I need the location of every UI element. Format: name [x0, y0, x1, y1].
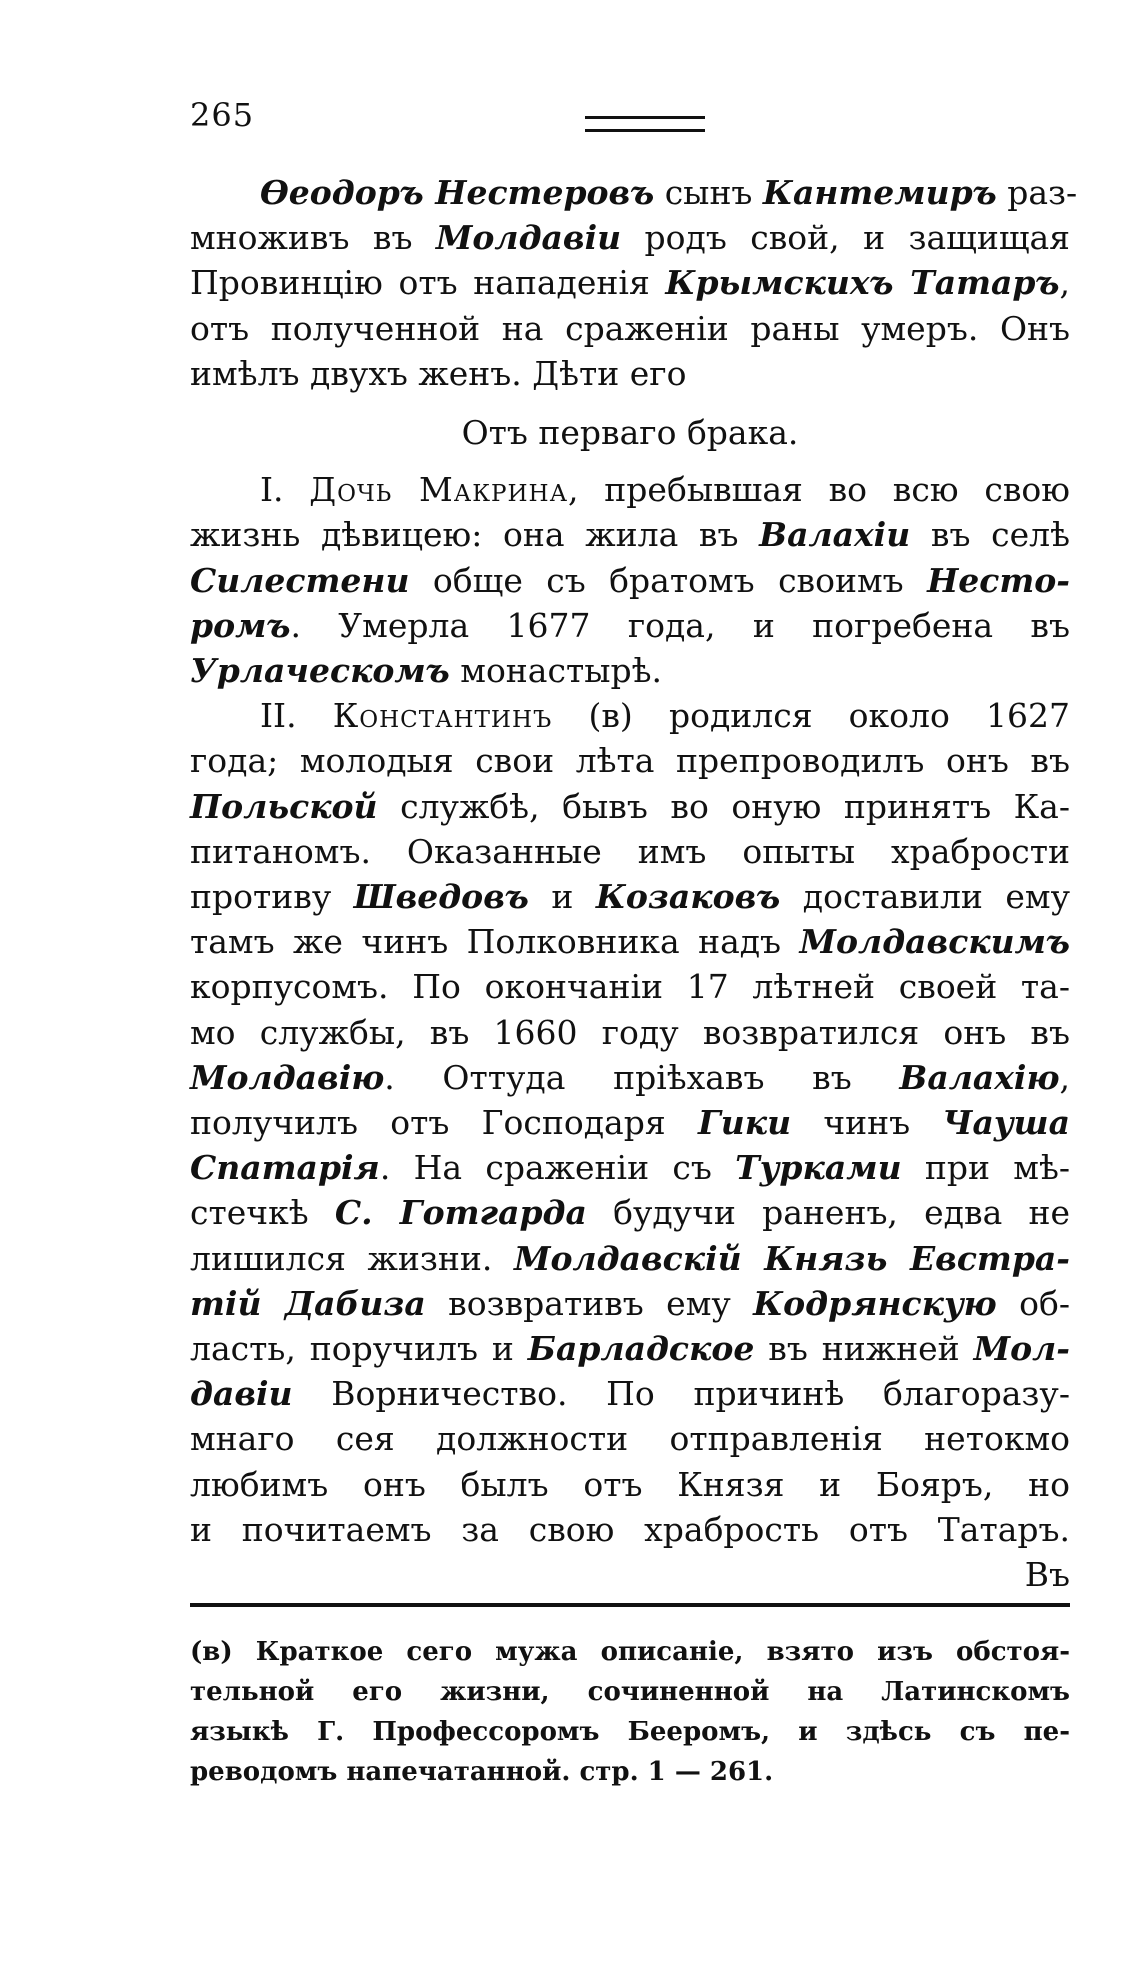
text-run: отъ полученной на сраженіи раны умеръ. Онъ [190, 308, 1070, 348]
text-line [190, 1145, 1070, 1190]
italic-name: Валахіи [759, 515, 911, 555]
text-line [190, 1507, 1070, 1552]
text-line [190, 467, 1070, 512]
text-run: мнаго сея должности отправленія нетокмо [190, 1419, 1070, 1459]
text-run: будучи раненъ, едва не [586, 1193, 1070, 1233]
text-run: и почитаемъ за свою храбрость отъ Татаръ. [190, 1509, 1070, 1549]
text-run: , [1059, 1057, 1070, 1097]
text-run: . На сраженіи съ [379, 1148, 736, 1188]
text-run: I. [260, 470, 310, 510]
italic-name: Польской [190, 786, 378, 826]
italic-name: Козаковъ [595, 877, 781, 917]
person-name: Константинъ [332, 696, 553, 736]
text-line [190, 1100, 1070, 1145]
text-line [190, 1010, 1070, 1055]
text-run: Провинцію отъ нападенія [190, 263, 666, 303]
catchword: Въ [1024, 1555, 1070, 1595]
text-run: любимъ онъ былъ отъ Князя и Бояръ, но [190, 1464, 1070, 1504]
text-run: . Умерла 1677 года, и погребена въ [290, 605, 1070, 645]
text-run: сынъ [654, 173, 763, 212]
text-run: года; молодыя свои лѣта препроводилъ онъ въ [190, 741, 1070, 781]
text-line [190, 1190, 1070, 1235]
italic-name: С. Готгарда [334, 1193, 587, 1233]
italic-name: Молдавіи [435, 218, 622, 258]
italic-name: Чауша [942, 1103, 1070, 1143]
footnote-line: языкѣ Г. Профессоромъ Бееромъ, и здѣсь съ пе- [190, 1717, 1070, 1747]
text-run: противу [190, 877, 354, 917]
text-run: ласть, поручилъ и [190, 1329, 528, 1369]
text-line [190, 1462, 1070, 1507]
text-line [190, 919, 1070, 964]
italic-name: Молдавскій Князь Евстра- [513, 1238, 1070, 1278]
italic-name: Шведовъ [353, 877, 529, 917]
main-text [190, 170, 1078, 1597]
footnote-line: реводомъ напечатанной. стр. 1 — 261. [190, 1757, 774, 1787]
italic-name: Ѳеодоръ Нестеровъ [260, 173, 655, 212]
text-line [190, 693, 1070, 738]
text-line [190, 1371, 1070, 1416]
text-run: корпусомъ. По окончаніи 17 лѣтней своей та- [190, 967, 1070, 1007]
text-run: возвративъ ему [425, 1283, 754, 1323]
italic-name: Гики [697, 1103, 792, 1143]
footnote [190, 1632, 1070, 1792]
italic-name: Мол- [973, 1329, 1070, 1369]
text-run: множивъ въ [190, 218, 436, 258]
text-run: жизнь дѣвицею: она жила въ [190, 515, 760, 555]
header-double-rule [585, 116, 705, 132]
text-run: лишился жизни. [190, 1238, 514, 1278]
footnote-line: тельной его жизни, сочиненной на Латинскомъ [190, 1677, 1070, 1707]
text-line [190, 260, 1070, 305]
text-run: обще съ братомъ своимъ [409, 560, 928, 600]
text-run: чинъ [791, 1103, 943, 1143]
text-line [190, 784, 1070, 829]
italic-name: Урлаческомъ [190, 651, 450, 691]
italic-name: Кантемиръ [762, 173, 997, 212]
text-run: питаномъ. Оказанные имъ опыты храбрости [190, 831, 1070, 871]
text-run: монастырѣ. [449, 651, 662, 691]
text-line [190, 1055, 1070, 1100]
text-line [190, 558, 1070, 603]
text-line [190, 215, 1070, 260]
italic-name: давіи [190, 1374, 293, 1414]
text-line [190, 1236, 1070, 1281]
text-run: , [1059, 263, 1070, 303]
text-run: и [528, 877, 596, 917]
text-line [190, 738, 1070, 783]
italic-name: Валахію [899, 1057, 1060, 1097]
italic-name: Турками [735, 1148, 902, 1188]
italic-name: Кодрянскую [753, 1283, 997, 1323]
text-line [190, 1281, 1070, 1326]
italic-name: Несто- [927, 560, 1070, 600]
footnote-line: (в) Краткое сего мужа описаніе, взято изъ обстоя- [190, 1637, 1070, 1667]
text-run: службѣ, бывъ во оную принятъ Ка- [377, 786, 1070, 826]
text-run: получилъ отъ Господаря [190, 1103, 698, 1143]
text-line [190, 603, 1070, 648]
text-run: мо службы, въ 1660 году возвратился онъ въ [190, 1012, 1070, 1052]
italic-name: ромъ [190, 605, 291, 645]
page-number: 265 [190, 96, 255, 134]
italic-name: тій Дабиза [190, 1283, 426, 1323]
text-line [190, 512, 1070, 557]
text-line [190, 829, 1070, 874]
text-line [190, 170, 1078, 215]
text-run: родъ свой, и защищая [621, 218, 1070, 258]
person-name: Дочь Макрина [309, 470, 569, 510]
text-line [190, 964, 1070, 1009]
text-run: Ворничество. По причинѣ благоразу- [292, 1374, 1070, 1414]
italic-name: Молдавскимъ [799, 922, 1070, 962]
italic-name: Барладское [527, 1329, 755, 1369]
text-line [190, 648, 1070, 693]
italic-name: Крымскихъ Татаръ [665, 263, 1060, 303]
text-run: раз- [996, 173, 1078, 212]
italic-name: Спатарія [190, 1148, 380, 1188]
text-run: об- [996, 1283, 1070, 1323]
text-run: доставили ему [780, 877, 1070, 917]
text-run: (в) родился около 1627 [552, 696, 1070, 736]
text-run: , пребывшая во всю свою [568, 470, 1071, 510]
text-run: имѣлъ двухъ женъ. Дѣти его [190, 353, 687, 393]
text-run: при мѣ- [901, 1148, 1071, 1188]
text-run: въ селѣ [910, 515, 1070, 555]
text-run: . Оттуда пріѣхавъ въ [384, 1057, 900, 1097]
text-run: II. [260, 696, 333, 736]
text-line [190, 1416, 1070, 1461]
text-run: въ нижней [754, 1329, 974, 1369]
italic-name: Силестени [190, 560, 410, 600]
text-line [190, 351, 1070, 396]
text-line [190, 1326, 1070, 1371]
italic-name: Молдавію [190, 1057, 385, 1097]
text-line [190, 306, 1070, 351]
footnote-rule [190, 1603, 1070, 1607]
text-run: тамъ же чинъ Полковника надъ [190, 922, 800, 962]
text-line [190, 874, 1070, 919]
text-run: стечкѣ [190, 1193, 335, 1233]
section-heading: Отъ перваго брака. [461, 413, 799, 453]
